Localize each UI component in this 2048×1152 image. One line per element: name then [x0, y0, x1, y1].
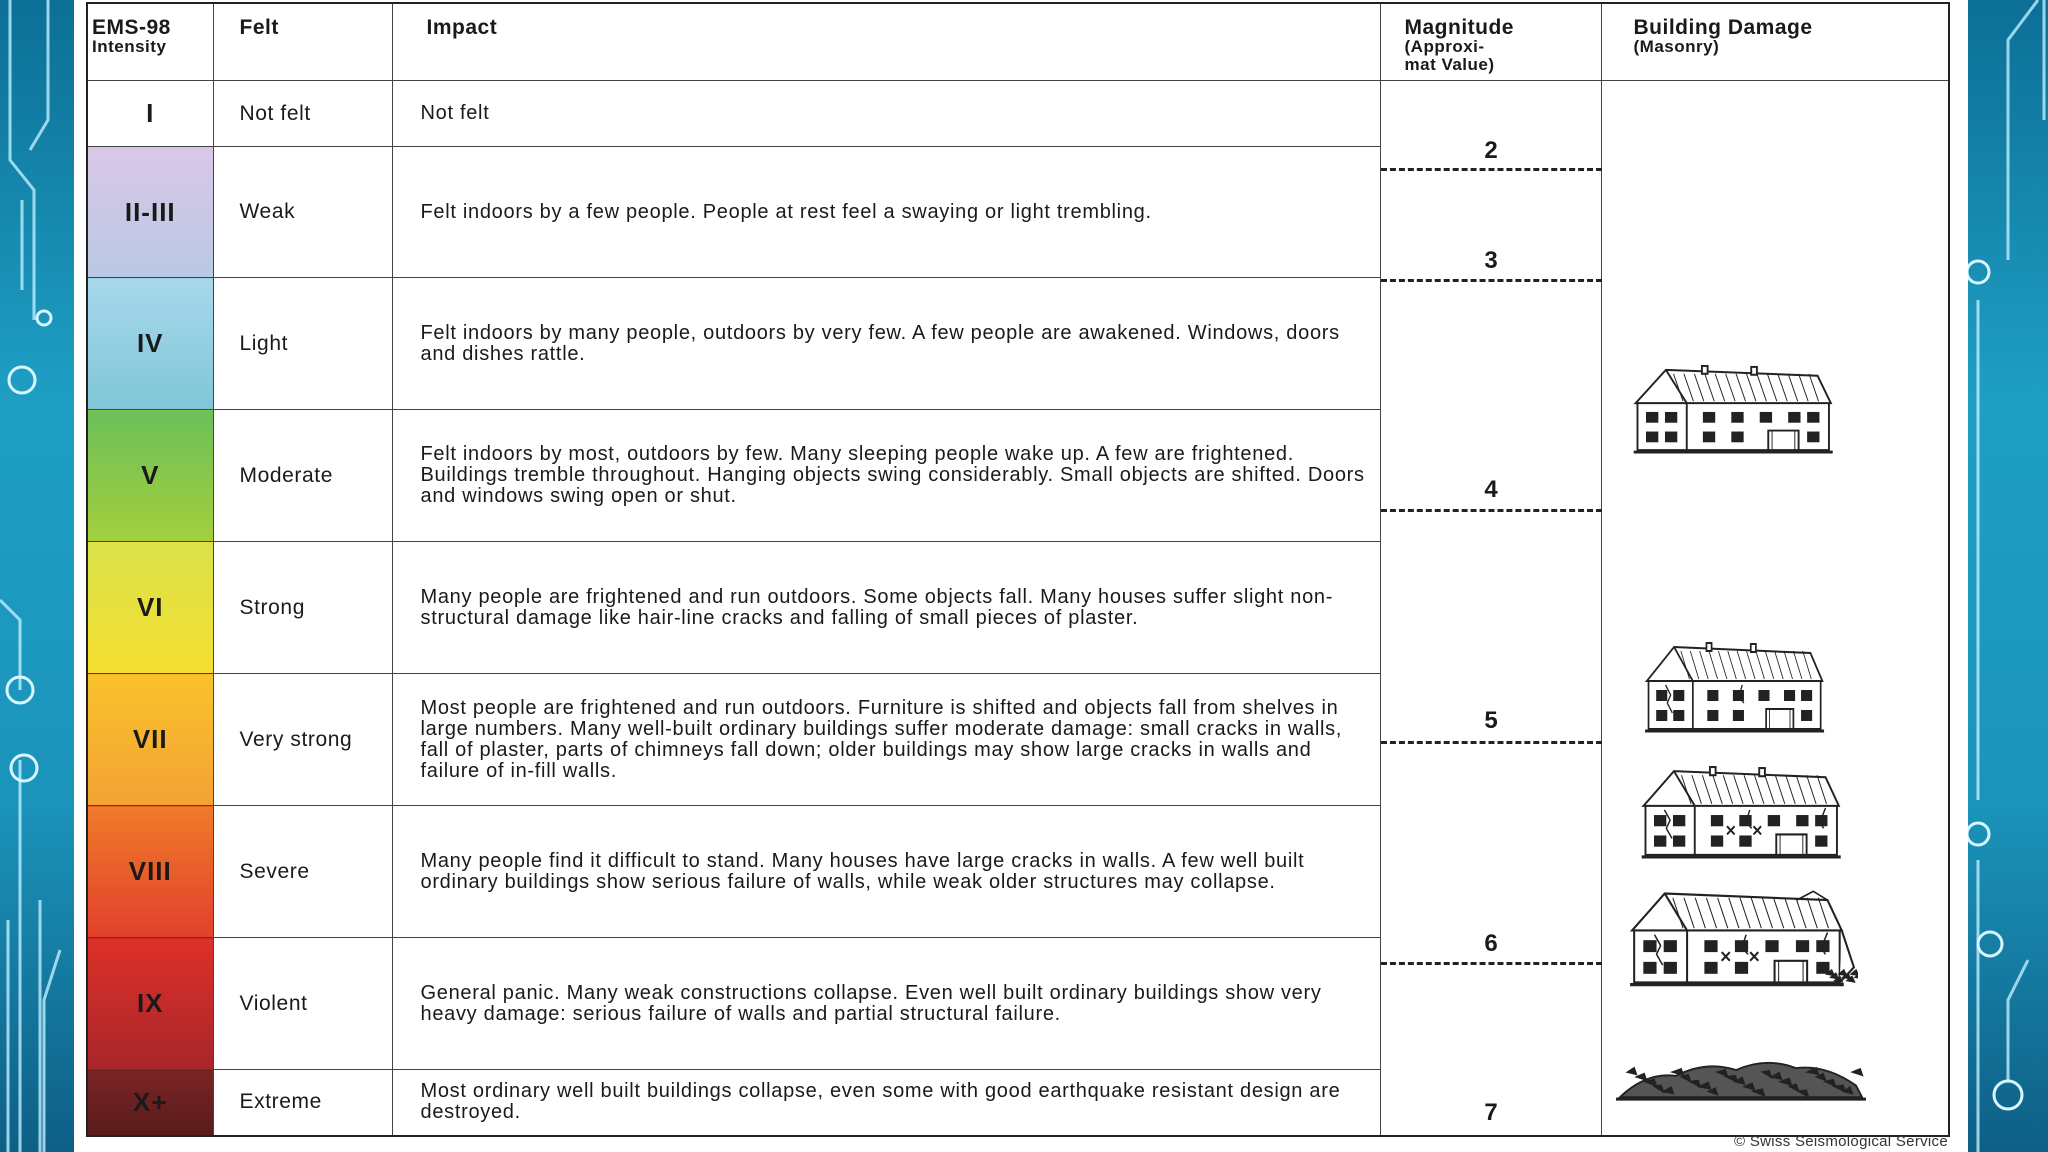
magnitude-divider: [1381, 962, 1602, 965]
magnitude-label: 5: [1484, 707, 1498, 734]
impact-cell: Felt indoors by a few people. People at rest feel a swaying or light trembling.: [392, 147, 1380, 278]
header-intensity-sub: Intensity: [92, 37, 167, 56]
impact-cell: Many people find it difficult to stand. Many houses have large cracks in walls. A few well built ordinary buildings show serious failure of walls, while weak older structures may collapse.: [392, 806, 1380, 938]
intensity-cell: V: [87, 410, 213, 542]
magnitude-column: [1380, 81, 1601, 1136]
building-damage-column: [1601, 81, 1949, 1136]
impact-cell: Felt indoors by most, outdoors by few. Many sleeping people wake up. A few are frightened. Buildings tremble throughout. Hanging objects swing considerably. Small objects are shifted. Doors and windows swing open or shut.: [392, 410, 1380, 542]
magnitude-divider: [1381, 741, 1602, 744]
felt-cell: Strong: [213, 542, 392, 674]
felt-cell: Violent: [213, 938, 392, 1070]
impact-cell: Most people are frightened and run outdoors. Furniture is shifted and objects fall from shelves in large numbers. Many well-built ordinary buildings suffer moderate damage: small cracks in walls, fall of plaster, parts of chimneys fall down; older buildings may show large cracks in walls and failure of in-fill walls.: [392, 674, 1380, 806]
impact-cell: Not felt: [392, 81, 1380, 147]
circuit-decoration-left: [0, 0, 74, 1152]
intensity-cell: I: [87, 81, 213, 147]
intensity-cell: IX: [87, 938, 213, 1070]
house-heavy-damage-icon: [1624, 887, 1858, 989]
slide-content: [74, 0, 1968, 1152]
header-damage-main: Building Damage: [1633, 16, 1813, 39]
header-magnitude-sub2: mat Value): [1404, 55, 1495, 74]
impact-cell: General panic. Many weak constructions collapse. Even well built ordinary buildings show very heavy damage: serious failure of walls and partial structural failure.: [392, 938, 1380, 1070]
header-magnitude-sub1: (Approxi-: [1404, 37, 1485, 56]
magnitude-label: 3: [1484, 247, 1498, 274]
intensity-cell: VI: [87, 542, 213, 674]
header-impact-label: Impact: [426, 16, 498, 39]
magnitude-divider: [1381, 509, 1602, 512]
intensity-cell: II-III: [87, 147, 213, 278]
magnitude-label: 4: [1484, 476, 1498, 503]
magnitude-divider: [1381, 279, 1602, 282]
intensity-cell: VIII: [87, 806, 213, 938]
felt-cell: Extreme: [213, 1070, 392, 1136]
header-impact: [392, 3, 1380, 81]
intensity-cell: VII: [87, 674, 213, 806]
circuit-decoration-right: [1968, 0, 2048, 1152]
table-body: [87, 81, 1949, 1136]
magnitude-label: 2: [1484, 137, 1498, 164]
house-intact-icon: [1628, 364, 1846, 456]
felt-cell: Not felt: [213, 81, 392, 147]
impact-cell: Felt indoors by many people, outdoors by very few. A few people are awakened. Windows, doors and dishes rattle.: [392, 278, 1380, 410]
felt-cell: Weak: [213, 147, 392, 278]
header-damage: [1601, 3, 1949, 81]
header-intensity-main: EMS-98: [92, 16, 171, 39]
house-moderate-damage-icon: [1636, 765, 1854, 861]
magnitude-divider: [1381, 168, 1602, 171]
ems98-intensity-table: [86, 2, 1950, 1137]
impact-cell: Many people are frightened and run outdoors. Some objects fall. Many houses suffer slight non-structural damage like hair-line cracks and falling of small pieces of plaster.: [392, 542, 1380, 674]
felt-cell: Light: [213, 278, 392, 410]
header-intensity: [87, 3, 213, 81]
header-felt: [213, 3, 392, 81]
magnitude-label: 7: [1484, 1099, 1498, 1126]
header-magnitude: [1380, 3, 1601, 81]
table-header-row: [87, 3, 1949, 81]
header-felt-label: Felt: [239, 16, 279, 39]
intensity-cell: IV: [87, 278, 213, 410]
magnitude-label: 6: [1484, 930, 1498, 957]
header-magnitude-main: Magnitude: [1404, 16, 1514, 39]
felt-cell: Very strong: [213, 674, 392, 806]
intensity-cell: X+: [87, 1070, 213, 1136]
copyright-credit: © Swiss Seismological Service: [1734, 1133, 1948, 1150]
table-row: [87, 81, 1949, 147]
felt-cell: Moderate: [213, 410, 392, 542]
impact-cell: Most ordinary well built buildings collapse, even some with good earthquake resistant design are destroyed.: [392, 1070, 1380, 1136]
felt-cell: Severe: [213, 806, 392, 938]
house-slight-damage-icon: [1640, 641, 1836, 735]
house-collapsed-icon: [1616, 1043, 1866, 1103]
header-damage-sub: (Masonry): [1633, 37, 1720, 56]
